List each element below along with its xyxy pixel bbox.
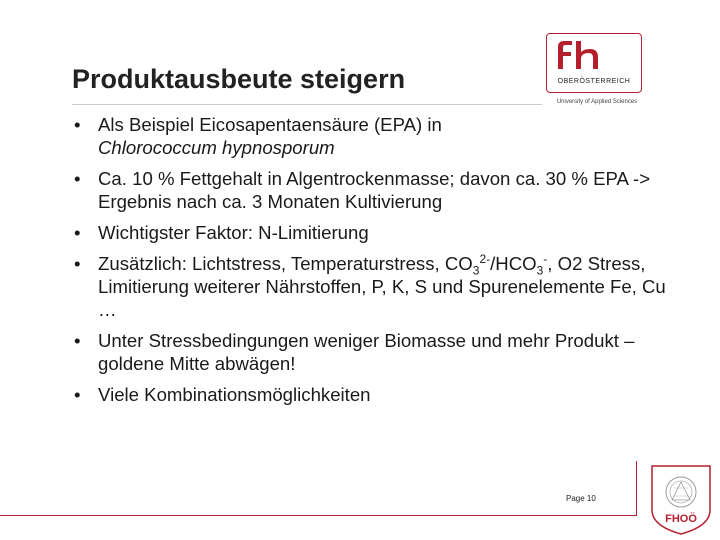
- bullet-text: Zusätzlich: Lichtstress, Temperaturstress, CO: [98, 253, 473, 274]
- logo-subline: OBERÖSTERREICH: [557, 78, 631, 85]
- superscript: 2-: [479, 251, 491, 266]
- superscript: -: [543, 251, 548, 266]
- bullet-marker: •: [74, 222, 81, 243]
- bullet-list: [72, 113, 672, 414]
- bullet-item: [72, 221, 672, 244]
- species-name: Chlorococcum hypnosporum: [98, 137, 335, 158]
- bullet-text: , O2 Stress, Limitierung weiterer Nährstoffen, P, K, S und Spurenelemente Fe, Cu …: [98, 253, 666, 320]
- bullet-marker: •: [74, 168, 81, 189]
- seal-text: FHOÖ: [665, 513, 697, 525]
- slide-title: Produktausbeute steigern: [72, 64, 406, 94]
- bullet-text: Viele Kombinationsmöglichkeiten: [98, 384, 371, 405]
- bullet-marker: •: [74, 114, 81, 135]
- bullet-marker: •: [74, 384, 81, 405]
- bullet-marker: •: [74, 253, 81, 274]
- subscript: 3: [536, 263, 544, 278]
- bullet-item: [72, 329, 672, 375]
- fh-logo-mark-icon: [550, 37, 638, 71]
- fhooe-seal-icon: [646, 462, 716, 536]
- bullet-item: [72, 383, 672, 406]
- bullet-item: [72, 252, 672, 321]
- bullet-marker: •: [74, 330, 81, 351]
- footer-frame: [0, 461, 637, 516]
- bullet-item: [72, 167, 672, 213]
- logo-university-line: University of Applied Sciences: [556, 99, 638, 105]
- subscript: 3: [472, 263, 480, 278]
- title-divider: [72, 104, 542, 105]
- bullet-text: Unter Stressbedingungen weniger Biomasse und mehr Produkt – goldene Mitte abwägen!: [98, 330, 635, 374]
- bullet-item: [72, 113, 672, 159]
- fh-logo: [544, 33, 648, 105]
- page-number: Page 10: [566, 494, 596, 503]
- bullet-text: Als Beispiel Eicosapentaensäure (EPA) in: [98, 114, 442, 135]
- bullet-text: Wichtigster Faktor: N-Limitierung: [98, 222, 369, 243]
- bullet-text: Ca. 10 % Fettgehalt in Algentrockenmasse; davon ca. 30 % EPA -> Ergebnis nach ca. 3 Monaten Kultivierung: [98, 168, 651, 212]
- bullet-text: /HCO: [490, 253, 537, 274]
